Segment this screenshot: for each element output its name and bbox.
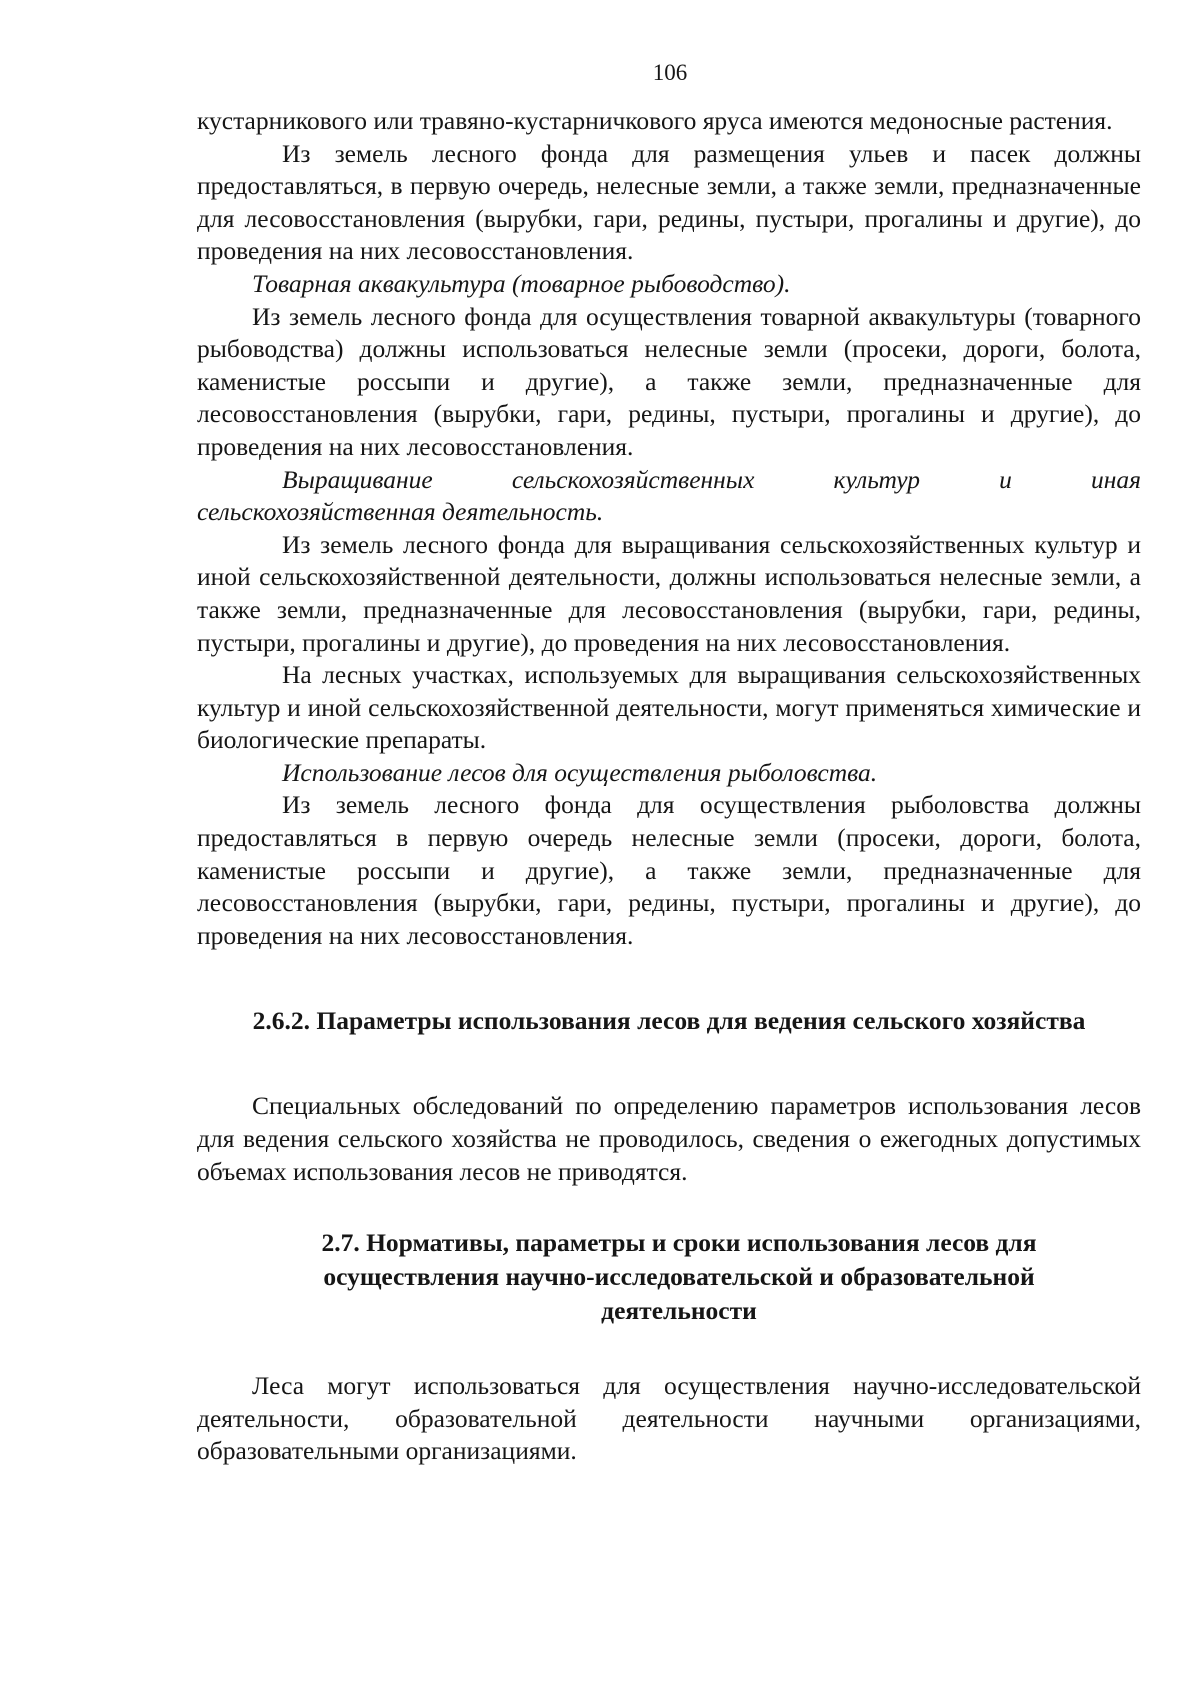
section-heading-2-7 [197,1226,1141,1328]
paragraph-section-2-7: Леса могут использоваться для осуществления научно-исследовательской деятельности, образовательной деятельности научными организациями, образовательными организациями. [197,1371,1141,1466]
section-heading-2-7-line3: деятельности [601,1296,757,1326]
page-content [197,105,1141,1468]
subheading-aquaculture: Товарная аквакультура (товарное рыбоводство). [252,268,791,298]
paragraph-fishing: Из земель лесного фонда для осуществления рыболовства должны предоставляться в первую очередь нелесные земли (просеки, дороги, болота, каменистые россыпи и другие), а также земли, предназначенные для лесовосстановления (вырубки, гари, редины, пустыри, прогалины и другие), до проведения на них лесовосстановления. [197,790,1141,950]
paragraph-hives: Из земель лесного фонда для размещения ульев и пасек должны предоставляться, в первую очередь, нелесные земли, а также земли, предназначенные для лесовосстановления (вырубки, гари, редины, пустыри, прогалины и другие), до проведения на них лесовосстановления. [197,138,1141,266]
page-number: 106 [652,60,688,85]
paragraph-honey-plants: кустарникового или травяно-кустарничкового яруса имеются медоносные растения. [197,106,1113,135]
subheading-fishing: Использование лесов для осуществления рыболовства. [282,757,878,787]
paragraph-agriculture: Из земель лесного фонда для выращивания сельскохозяйственных культур и иной сельскохозяйственной деятельности, должны использоваться нелесные земли, а также земли, предназначенные для лесовосстановления (вырубки, гари, редины, пустыри, прогалины и другие), до проведения на них лесовосстановления. [197,529,1141,657]
section-heading-2-7-line2: осуществления научно-исследовательской и образовательной [323,1262,1035,1292]
paragraph-section-2-6-2: Специальных обследований по определению параметров использования лесов для ведения сельского хозяйства не проводилось, сведения о ежегодных допустимых объемах использования лесов не приводятся. [197,1091,1141,1186]
paragraph-chemicals: На лесных участках, используемых для выращивания сельскохозяйственных культур и иной сельскохозяйственной деятельности, могут применяться химические и биологические препараты. [197,660,1141,755]
subheading-agriculture-line1: Выращивание сельскохозяйственных культур и иная [282,464,1141,494]
subheading-agriculture-line2: сельскохозяйственная деятельность. [197,497,604,527]
paragraph-aquaculture: Из земель лесного фонда для осуществления товарной аквакультуры (товарного рыбоводства) должны использоваться нелесные земли (просеки, дороги, болота, каменистые россыпи и другие), а также земли, предназначенные для лесовосстановления (вырубки, гари, редины, пустыри, прогалины и другие), до проведения на них лесовосстановления. [197,301,1141,461]
section-heading-2-6-2: 2.6.2. Параметры использования лесов для ведения сельского хозяйства [252,1006,1086,1036]
section-heading-2-7-line1: 2.7. Нормативы, параметры и сроки использования лесов для [321,1228,1037,1258]
